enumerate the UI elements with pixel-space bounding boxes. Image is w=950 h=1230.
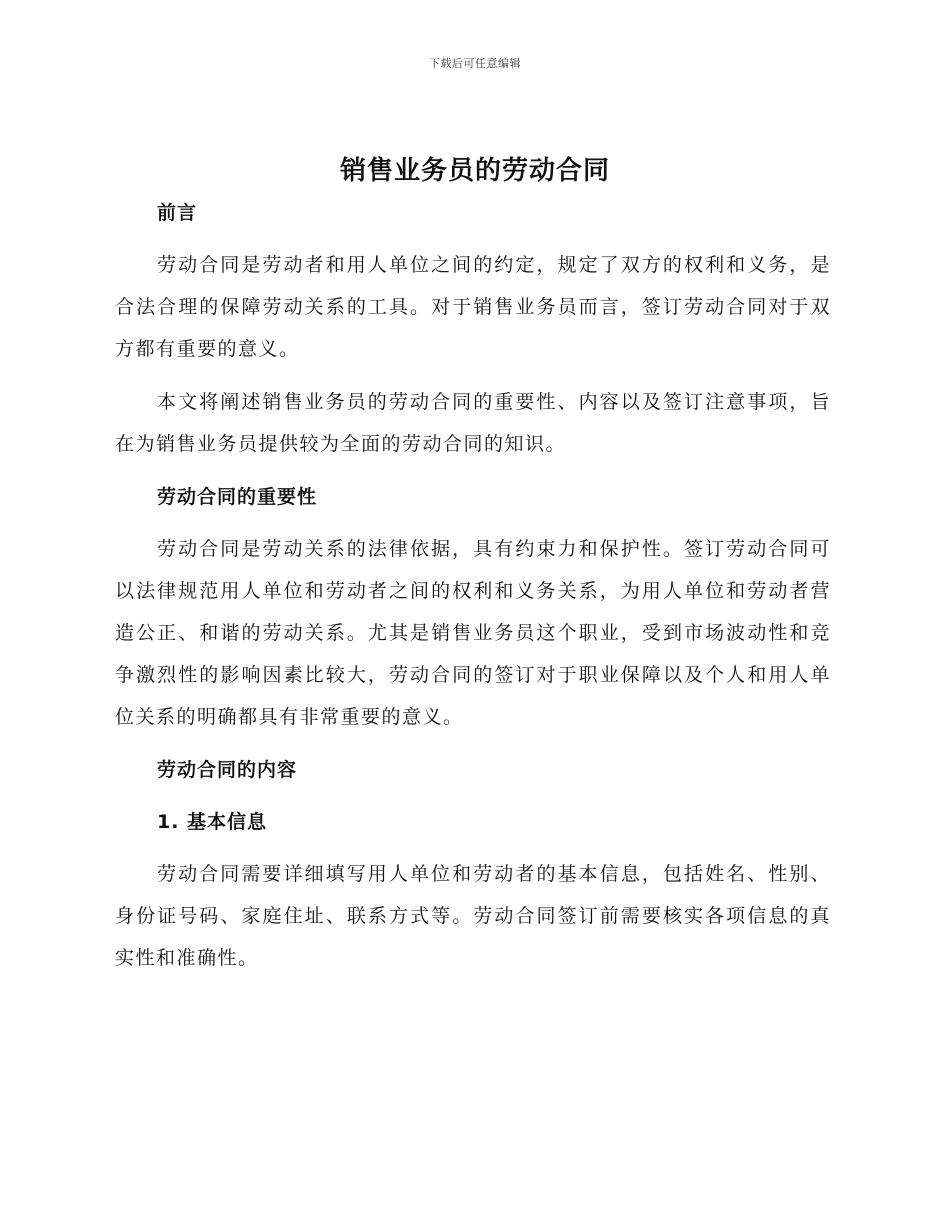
document-title: 销售业务员的劳动合同: [339, 156, 610, 186]
section-heading-content: 劳动合同的内容: [157, 759, 298, 781]
header-note: 下载后可任意编辑: [429, 57, 521, 70]
paragraph-importance-1: 劳动合同是劳动关系的法律依据，具有约束力和保护性。签订劳动合同可以法律规范用人单位和劳动者之间的权利和义务关系，为用人单位和劳动者营造公正、和谐的劳动关系。尤其是销售业务员这个职业，受到市场波动性和竞争激烈性的影响因素比较大，劳动合同的签订对于职业保障以及个人和用人单位关系的明确都具有非常重要的意义。: [115, 538, 831, 728]
paragraph-preface-1: 劳动合同是劳动者和用人单位之间的约定，规定了双方的权利和义务，是合法合理的保障劳动关系的工具。对于销售业务员而言，签订劳动合同对于双方都有重要的意义。: [115, 254, 831, 360]
subsection-heading-basic-info: 1. 基本信息: [157, 811, 268, 833]
paragraph-basic-info-1: 劳动合同需要详细填写用人单位和劳动者的基本信息，包括姓名、性别、身份证号码、家庭住址、联系方式等。劳动合同签订前需要核实各项信息的真实性和准确性。: [115, 863, 831, 969]
paragraph-preface-2: 本文将阐述销售业务员的劳动合同的重要性、内容以及签订注意事项，旨在为销售业务员提供较为全面的劳动合同的知识。: [115, 391, 831, 455]
section-heading-importance: 劳动合同的重要性: [157, 486, 318, 508]
section-heading-preface: 前言: [157, 202, 198, 224]
document-body: [115, 192, 831, 979]
